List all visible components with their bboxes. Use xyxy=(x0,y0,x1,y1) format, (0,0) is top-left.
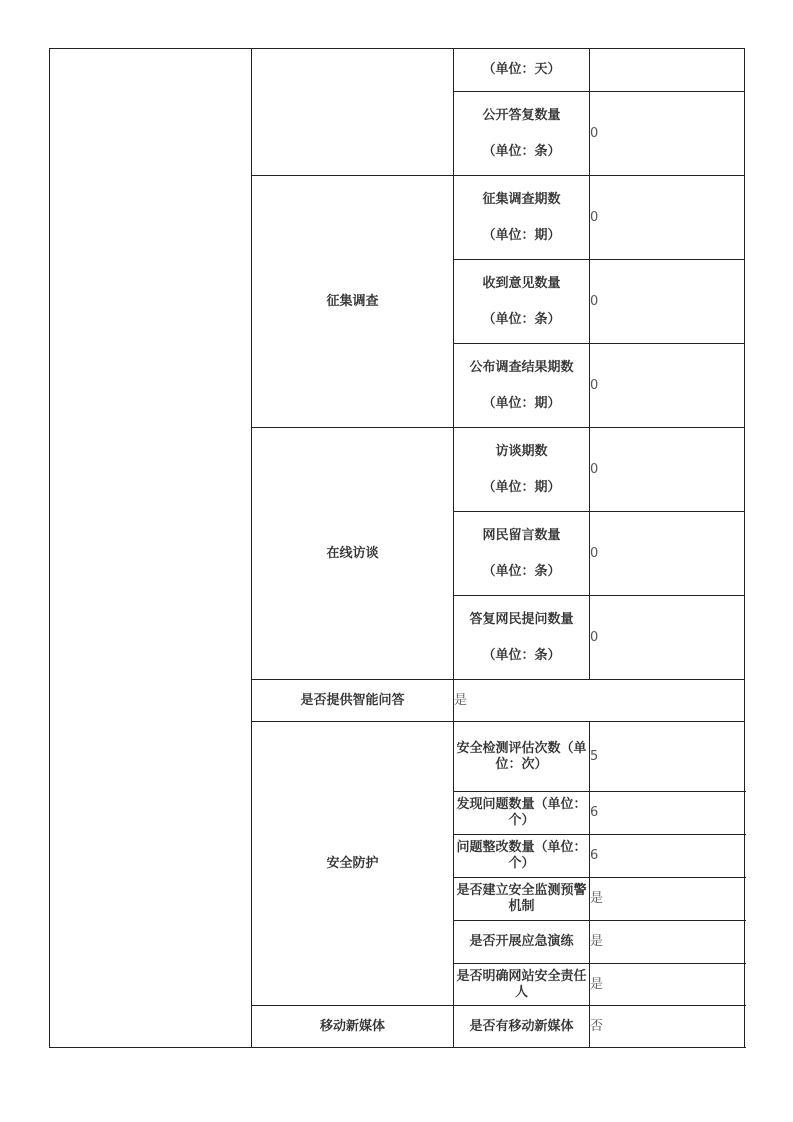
metric-value: 5 xyxy=(590,722,745,792)
metric-value: 0 xyxy=(590,260,745,344)
metric-value: 6 xyxy=(590,835,745,878)
section-label-security: 安全防护 xyxy=(252,722,454,1006)
metric-label-messages: 网民留言数量 （单位：条） xyxy=(454,512,590,596)
group-cell-empty xyxy=(252,49,454,176)
metric-label-survey-periods: 征集调查期数 （单位：期） xyxy=(454,176,590,260)
metric-label-interview-periods: 访谈期数 （单位：期） xyxy=(454,428,590,512)
metric-label-has-new-media: 是否有移动新媒体 xyxy=(454,1006,590,1048)
metric-label-answered: 答复网民提问数量 （单位：条） xyxy=(454,596,590,680)
metric-label-public-reply: 公开答复数量 （单位：条） xyxy=(454,92,590,176)
table-row xyxy=(50,49,745,92)
metric-value: 是 xyxy=(590,964,745,1006)
report-table xyxy=(49,48,745,1048)
metric-value: 0 xyxy=(590,596,745,680)
metric-value: 0 xyxy=(590,428,745,512)
metric-value: 否 xyxy=(590,1006,745,1048)
metric-label-assessments: 安全检测评估次数（单位：次） xyxy=(454,722,590,792)
metric-value: 0 xyxy=(590,344,745,428)
metric-label-opinions: 收到意见数量 （单位：条） xyxy=(454,260,590,344)
metric-label-issues-found: 发现问题数量（单位：个） xyxy=(454,792,590,835)
metric-label-unit-day: （单位：天） xyxy=(454,49,590,92)
metric-value-empty xyxy=(590,49,745,92)
section-cell-empty xyxy=(50,49,252,1048)
metric-label-drills: 是否开展应急演练 xyxy=(454,921,590,964)
metric-value: 0 xyxy=(590,92,745,176)
metric-value: 0 xyxy=(590,176,745,260)
metric-value: 6 xyxy=(590,792,745,835)
metric-value: 0 xyxy=(590,512,745,596)
metric-label-smart-qa: 是否提供智能问答 xyxy=(252,680,454,722)
metric-value: 是 xyxy=(590,921,745,964)
group-label-interview: 在线访谈 xyxy=(252,428,454,680)
metric-label-responsible-person: 是否明确网站安全责任人 xyxy=(454,964,590,1006)
metric-label-warning-mechanism: 是否建立安全监测预警机制 xyxy=(454,878,590,921)
metric-label-result-periods: 公布调查结果期数 （单位：期） xyxy=(454,344,590,428)
metric-value: 是 xyxy=(454,680,745,722)
metric-value: 是 xyxy=(590,878,745,921)
section-label-new-media: 移动新媒体 xyxy=(252,1006,454,1048)
group-label-survey: 征集调查 xyxy=(252,176,454,428)
metric-label-issues-fixed: 问题整改数量（单位：个） xyxy=(454,835,590,878)
